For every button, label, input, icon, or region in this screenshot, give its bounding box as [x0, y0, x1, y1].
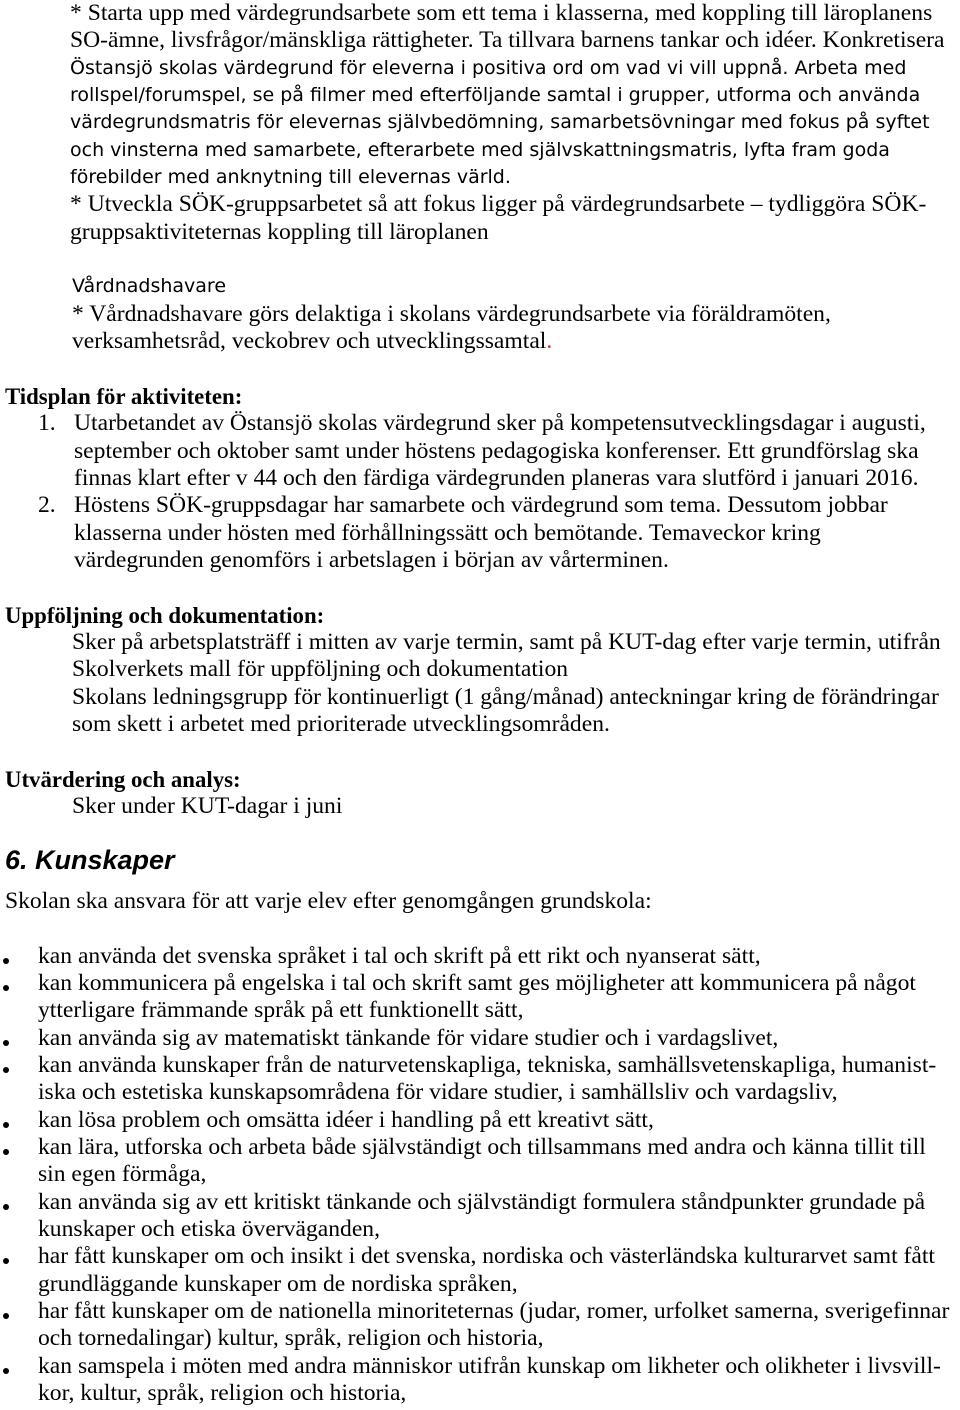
text-line: finnas klart efter v 44 och den färdiga värdegrunden planeras vara slutförd i januari 2016. — [74, 464, 919, 491]
text-line: Höstens SÖK-gruppsdagar har samarbete och värdegrund som tema. Dessutom jobbar — [74, 492, 888, 519]
text-line: kan använda det svenska språket i tal och skrift på ett rikt och nyanserat sätt, — [38, 942, 761, 969]
guardians-section — [0, 273, 960, 355]
spacer — [0, 738, 960, 765]
text-line: kan kommunicera på engelska i tal och skrift samt ges möjligheter att kommunicera på något — [38, 969, 916, 996]
text-line: sin egen förmåga, — [38, 1161, 207, 1188]
text-line: värdegrundsmatris för elevernas självbedömning, samarbetsövningar med fokus på syftet — [70, 111, 930, 134]
text-line: kor, kultur, språk, religion och historia, — [38, 1380, 407, 1407]
text-line: * Starta upp med värdegrundsarbete som ett tema i klasserna, med koppling till läroplanens — [70, 0, 933, 26]
text-line: * Utveckla SÖK-gruppsarbetet så att fokus ligger på värdegrundsarbete – tydliggöra SÖK- — [70, 191, 927, 218]
text-line: klasserna under hösten med förhållningssätt och bemötande. Temaveckor kring — [74, 519, 821, 546]
bullet-icon — [3, 1368, 9, 1374]
values-work-section — [0, 0, 960, 246]
section-heading: Utvärdering och analys: — [5, 766, 241, 792]
text-line: * Vårdnadshavare görs delaktiga i skolans värdegrundsarbete via föräldramöten, — [72, 300, 831, 327]
item-number: 2. — [38, 492, 56, 519]
bullet-icon — [3, 1204, 9, 1210]
section-heading: Tidsplan för aktiviteten: — [5, 383, 243, 409]
bullet-icon — [3, 1258, 9, 1264]
text-line: kan använda kunskaper från de naturvetenskapliga, tekniska, samhällsvetenskapliga, humanist- — [38, 1051, 937, 1078]
text-line: kan använda sig av matematiskt tänkande för vidare studier och i vardagslivet, — [38, 1024, 779, 1051]
text-line: och tornedalingar) kultur, språk, religion och historia, — [38, 1325, 544, 1352]
text-line: Skolans ledningsgrupp för kontinuerligt (1 gång/månad) anteckningar kring de förändringar — [72, 683, 939, 710]
list-item — [0, 1189, 960, 1244]
bullet-icon — [3, 1313, 9, 1319]
bullet-icon — [3, 1040, 9, 1046]
item-number: 1. — [38, 410, 56, 437]
guardians-subheading: Vårdnadshavare — [72, 275, 227, 298]
list-item — [0, 1025, 960, 1052]
text-line: Sker på arbetsplatsträff i mitten av varje termin, samt på KUT-dag efter varje termin, utifrån — [72, 628, 941, 655]
spacer — [0, 246, 960, 273]
list-item — [0, 943, 960, 970]
text-line: som skett i arbetet med prioriterade utvecklingsområden. — [72, 710, 610, 737]
schedule-section — [0, 383, 960, 574]
text-line: har fått kunskaper om och insikt i det svenska, nordiska och västerländska kulturarvet samt fått — [38, 1243, 935, 1270]
text-line: september och oktober samt under höstens pedagogiska konferenser. Ett grundförslag ska — [74, 437, 919, 464]
text-line: Östansjö skolas värdegrund för eleverna i positiva ord om vad vi vill uppnå. Arbeta med — [70, 56, 907, 79]
spacer — [0, 915, 960, 942]
text-line: Skolverkets mall för uppföljning och dokumentation — [72, 656, 569, 683]
knowledge-section — [0, 820, 960, 1407]
bullet-icon — [3, 985, 9, 991]
list-item — [0, 1107, 960, 1134]
text-line — [72, 328, 552, 355]
list-item — [0, 1353, 960, 1408]
list-item — [0, 1298, 960, 1353]
followup-section — [0, 602, 960, 739]
text-line: har fått kunskaper om de nationella minoriteternas (judar, romer, urfolket samerna, sverigefinnar — [38, 1298, 950, 1325]
text-line: kan samspela i möten med andra människor utifrån kunskap om likheter och olikheter i livsvill- — [38, 1352, 941, 1379]
bullet-icon — [3, 1122, 9, 1128]
spacer — [0, 355, 960, 382]
text-line: kan lära, utforska och arbeta både självständigt och tillsammans med andra och känna tillit till — [38, 1134, 926, 1160]
text-line: Sker under KUT-dagar i juni — [72, 792, 343, 819]
text-line: Utarbetandet av Östansjö skolas värdegrund sker på kompetensutvecklingsdagar i augusti, — [74, 410, 926, 437]
list-item — [0, 1052, 960, 1107]
text-line: grundläggande kunskaper om de nordiska språken, — [38, 1270, 518, 1297]
red-period-mark: . — [546, 328, 553, 355]
text-line: gruppsaktiviteternas koppling till läroplanen — [70, 218, 489, 245]
text-line: SO-ämne, livsfrågor/mänskliga rättigheter. Ta tillvara barnens tankar och idéer. Konkretisera — [70, 27, 945, 54]
numbered-item — [0, 410, 960, 492]
list-item — [0, 1134, 960, 1189]
text-line: ytterligare främmande språk på ett funktionellt sätt, — [38, 997, 524, 1024]
bullet-icon — [3, 958, 9, 964]
list-item — [0, 1243, 960, 1298]
text-line: Skolan ska ansvara för att varje elev efter genomgången grundskola: — [5, 887, 652, 914]
text-line: kan lösa problem och omsätta idéer i handling på ett kreativt sätt, — [38, 1106, 654, 1133]
chapter-heading: 6. Kunskaper — [5, 845, 175, 876]
text-line: iska och estetiska kunskapsområdena för vidare studier, i samhällsliv och vardagsliv, — [38, 1079, 838, 1106]
text-line: kunskaper och etiska överväganden, — [38, 1216, 380, 1243]
evaluation-section — [0, 766, 960, 821]
text-line: värdegrunden genomförs i arbetslagen i början av vårterminen. — [74, 546, 669, 573]
list-item — [0, 970, 960, 1025]
bullet-icon — [3, 1149, 9, 1155]
spacer — [0, 574, 960, 601]
text-line: förebilder med anknytning till elevernas värld. — [70, 166, 511, 189]
text-segment: verksamhetsråd, veckobrev och utvecklingssamtal — [72, 328, 547, 355]
text-line: kan använda sig av ett kritiskt tänkande och självständigt formulera ståndpunkter grundade på — [38, 1188, 926, 1215]
text-line: och vinsterna med samarbete, efterarbete med självskattningsmatris, lyfta fram goda — [70, 138, 890, 161]
numbered-item — [0, 492, 960, 574]
text-line: rollspel/forumspel, se på filmer med efterföljande samtal i grupper, utforma och använda — [70, 84, 921, 107]
section-heading: Uppföljning och dokumentation: — [5, 602, 325, 628]
bullet-icon — [3, 1067, 9, 1073]
